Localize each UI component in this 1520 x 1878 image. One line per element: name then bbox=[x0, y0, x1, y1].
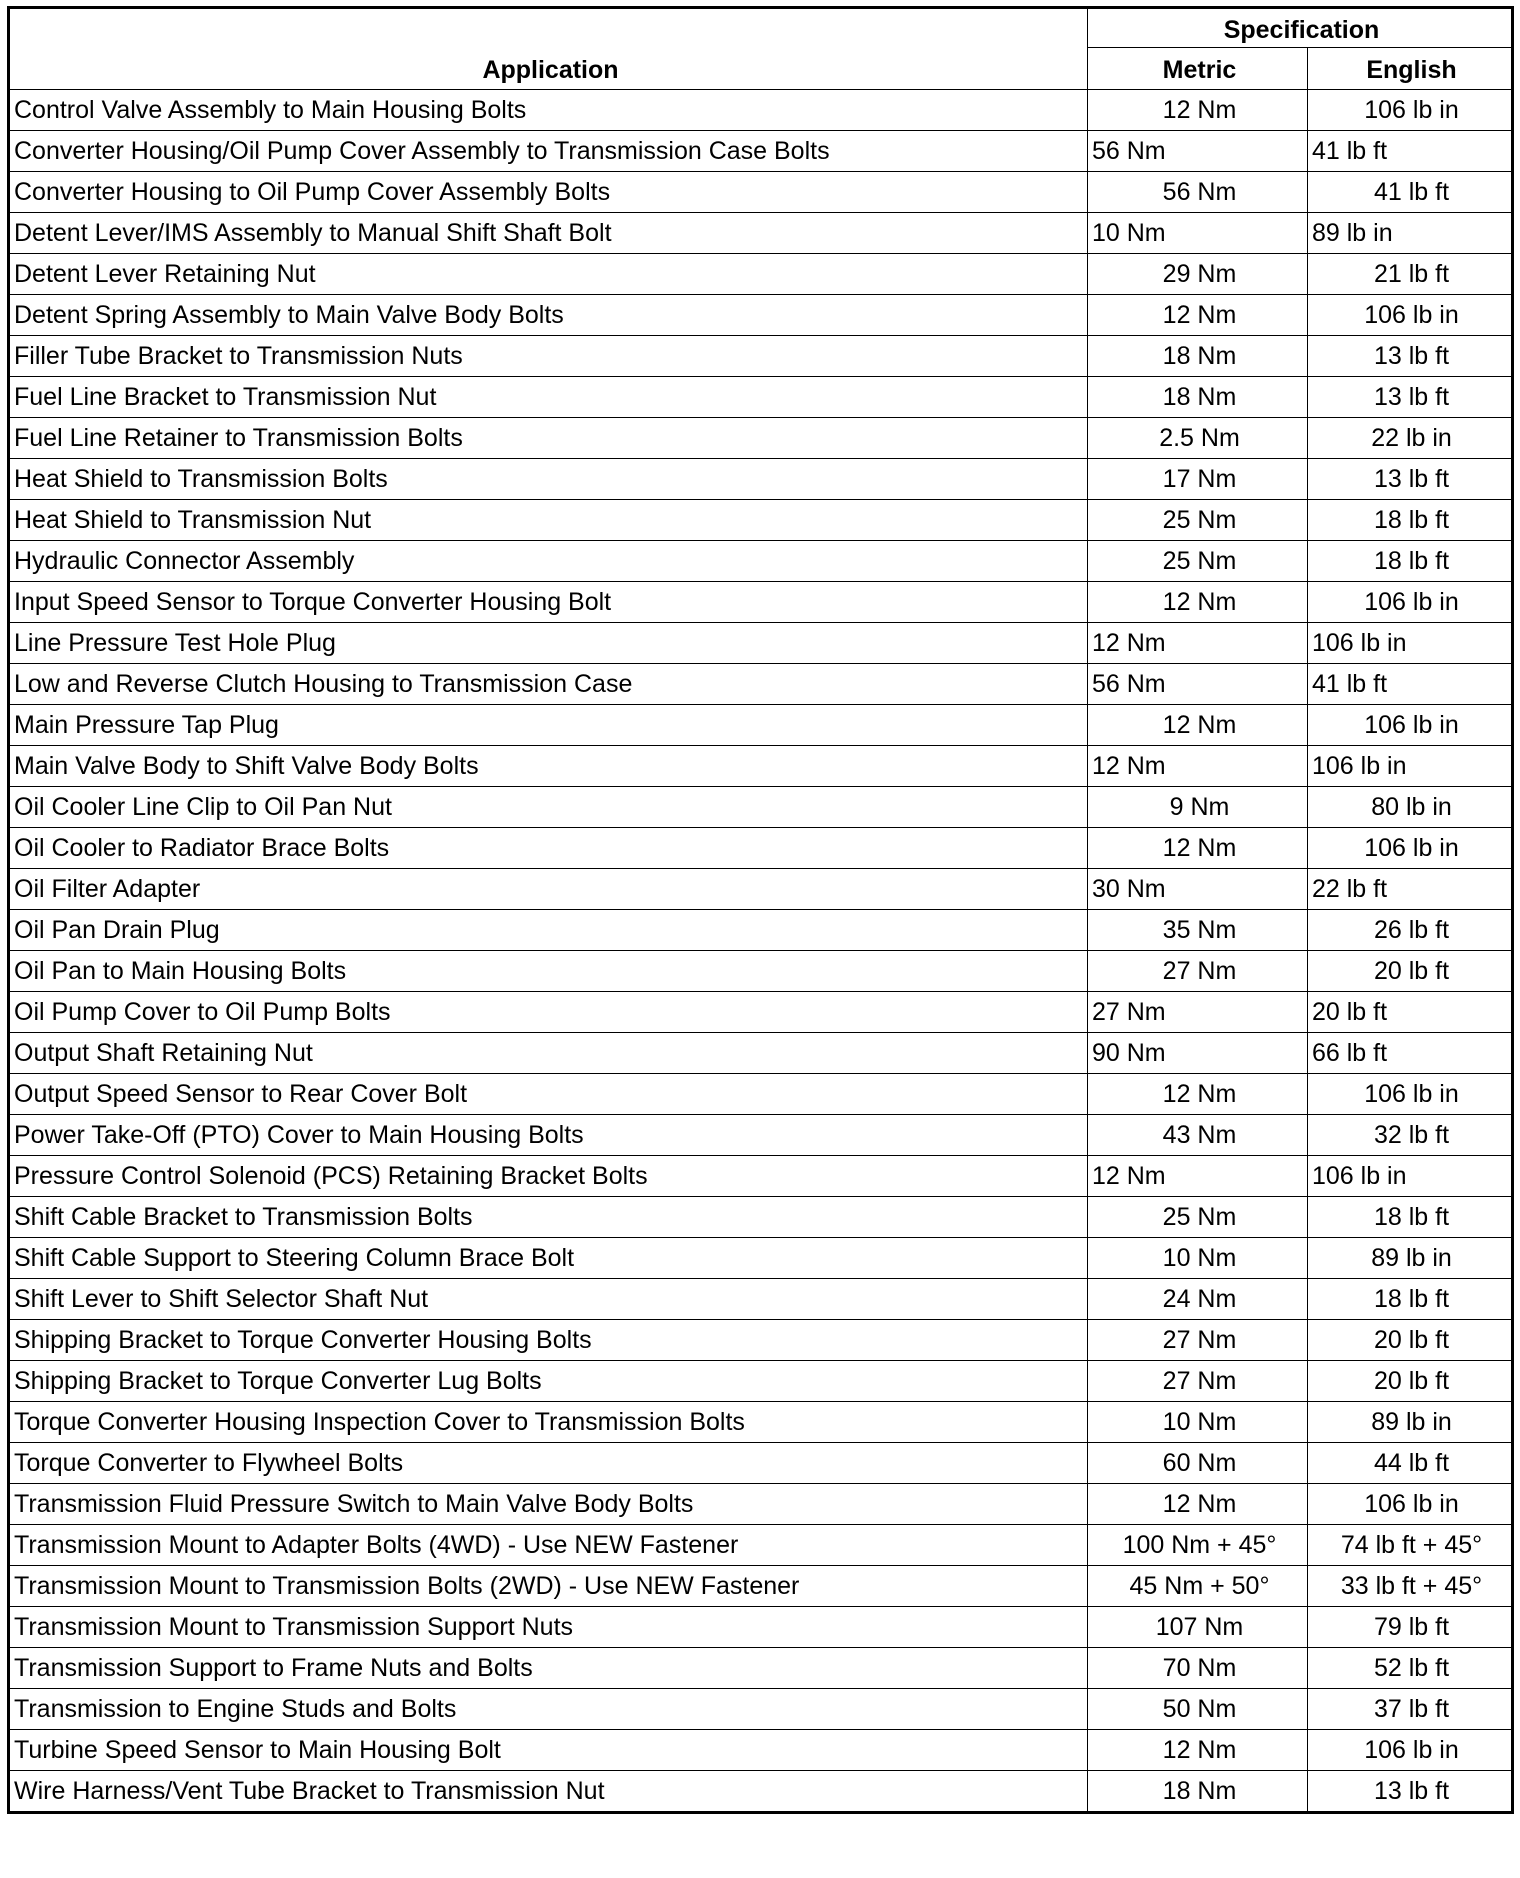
metric-cell: 27 Nm bbox=[1088, 992, 1308, 1033]
metric-cell: 10 Nm bbox=[1088, 1402, 1308, 1443]
application-cell: Shift Lever to Shift Selector Shaft Nut bbox=[9, 1279, 1088, 1320]
application-cell: Detent Spring Assembly to Main Valve Body Bolts bbox=[9, 295, 1088, 336]
table-row bbox=[9, 131, 1513, 172]
table-row bbox=[9, 828, 1513, 869]
application-cell: Control Valve Assembly to Main Housing Bolts bbox=[9, 90, 1088, 131]
application-cell: Torque Converter to Flywheel Bolts bbox=[9, 1443, 1088, 1484]
table-row bbox=[9, 90, 1513, 131]
metric-cell: 12 Nm bbox=[1088, 623, 1308, 664]
metric-cell: 100 Nm + 45° bbox=[1088, 1525, 1308, 1566]
table-row bbox=[9, 500, 1513, 541]
application-cell: Pressure Control Solenoid (PCS) Retaining Bracket Bolts bbox=[9, 1156, 1088, 1197]
application-cell: Oil Pump Cover to Oil Pump Bolts bbox=[9, 992, 1088, 1033]
metric-cell: 29 Nm bbox=[1088, 254, 1308, 295]
application-cell: Oil Filter Adapter bbox=[9, 869, 1088, 910]
english-cell: 106 lb in bbox=[1308, 1156, 1513, 1197]
table-row bbox=[9, 1443, 1513, 1484]
table-row bbox=[9, 295, 1513, 336]
english-header: English bbox=[1308, 48, 1513, 90]
english-cell: 41 lb ft bbox=[1308, 131, 1513, 172]
table-row bbox=[9, 623, 1513, 664]
table-row bbox=[9, 459, 1513, 500]
application-cell: Transmission Fluid Pressure Switch to Main Valve Body Bolts bbox=[9, 1484, 1088, 1525]
table-row bbox=[9, 951, 1513, 992]
table-row bbox=[9, 1361, 1513, 1402]
english-cell: 33 lb ft + 45° bbox=[1308, 1566, 1513, 1607]
application-cell: Transmission Mount to Adapter Bolts (4WD) - Use NEW Fastener bbox=[9, 1525, 1088, 1566]
table-row bbox=[9, 664, 1513, 705]
table-body bbox=[9, 90, 1513, 1813]
metric-cell: 35 Nm bbox=[1088, 910, 1308, 951]
metric-cell: 18 Nm bbox=[1088, 377, 1308, 418]
application-cell: Oil Cooler to Radiator Brace Bolts bbox=[9, 828, 1088, 869]
english-cell: 20 lb ft bbox=[1308, 1320, 1513, 1361]
metric-cell: 45 Nm + 50° bbox=[1088, 1566, 1308, 1607]
english-cell: 106 lb in bbox=[1308, 295, 1513, 336]
metric-cell: 12 Nm bbox=[1088, 90, 1308, 131]
application-cell: Oil Pan Drain Plug bbox=[9, 910, 1088, 951]
metric-cell: 17 Nm bbox=[1088, 459, 1308, 500]
english-cell: 22 lb in bbox=[1308, 418, 1513, 459]
application-cell: Oil Cooler Line Clip to Oil Pan Nut bbox=[9, 787, 1088, 828]
english-cell: 79 lb ft bbox=[1308, 1607, 1513, 1648]
torque-spec-table bbox=[7, 6, 1514, 1814]
english-cell: 13 lb ft bbox=[1308, 377, 1513, 418]
table-row bbox=[9, 1771, 1513, 1813]
table-row bbox=[9, 1402, 1513, 1443]
table-row bbox=[9, 582, 1513, 623]
english-cell: 20 lb ft bbox=[1308, 951, 1513, 992]
table-row bbox=[9, 869, 1513, 910]
english-cell: 106 lb in bbox=[1308, 1730, 1513, 1771]
table-row bbox=[9, 254, 1513, 295]
application-cell: Shift Cable Bracket to Transmission Bolts bbox=[9, 1197, 1088, 1238]
table-row bbox=[9, 213, 1513, 254]
metric-cell: 9 Nm bbox=[1088, 787, 1308, 828]
application-cell: Shipping Bracket to Torque Converter Housing Bolts bbox=[9, 1320, 1088, 1361]
table-row bbox=[9, 1238, 1513, 1279]
metric-cell: 12 Nm bbox=[1088, 1484, 1308, 1525]
table-row bbox=[9, 1033, 1513, 1074]
metric-cell: 12 Nm bbox=[1088, 295, 1308, 336]
application-cell: Heat Shield to Transmission Bolts bbox=[9, 459, 1088, 500]
table-row bbox=[9, 172, 1513, 213]
application-cell: Detent Lever/IMS Assembly to Manual Shift Shaft Bolt bbox=[9, 213, 1088, 254]
application-cell: Oil Pan to Main Housing Bolts bbox=[9, 951, 1088, 992]
english-cell: 89 lb in bbox=[1308, 1402, 1513, 1443]
metric-cell: 43 Nm bbox=[1088, 1115, 1308, 1156]
english-cell: 44 lb ft bbox=[1308, 1443, 1513, 1484]
application-cell: Output Shaft Retaining Nut bbox=[9, 1033, 1088, 1074]
metric-cell: 25 Nm bbox=[1088, 500, 1308, 541]
english-cell: 37 lb ft bbox=[1308, 1689, 1513, 1730]
english-cell: 106 lb in bbox=[1308, 623, 1513, 664]
application-cell: Power Take-Off (PTO) Cover to Main Housing Bolts bbox=[9, 1115, 1088, 1156]
metric-cell: 27 Nm bbox=[1088, 951, 1308, 992]
table-row bbox=[9, 1607, 1513, 1648]
application-cell: Heat Shield to Transmission Nut bbox=[9, 500, 1088, 541]
metric-cell: 12 Nm bbox=[1088, 1074, 1308, 1115]
table-row bbox=[9, 910, 1513, 951]
english-cell: 13 lb ft bbox=[1308, 459, 1513, 500]
english-cell: 41 lb ft bbox=[1308, 172, 1513, 213]
english-cell: 18 lb ft bbox=[1308, 1279, 1513, 1320]
table-row bbox=[9, 1197, 1513, 1238]
table-row bbox=[9, 1156, 1513, 1197]
table-row bbox=[9, 787, 1513, 828]
metric-cell: 24 Nm bbox=[1088, 1279, 1308, 1320]
application-cell: Torque Converter Housing Inspection Cover to Transmission Bolts bbox=[9, 1402, 1088, 1443]
english-cell: 18 lb ft bbox=[1308, 1197, 1513, 1238]
table-row bbox=[9, 705, 1513, 746]
table-row bbox=[9, 1320, 1513, 1361]
metric-cell: 18 Nm bbox=[1088, 1771, 1308, 1813]
table-header bbox=[9, 8, 1513, 90]
english-cell: 89 lb in bbox=[1308, 213, 1513, 254]
table-row bbox=[9, 1730, 1513, 1771]
english-cell: 106 lb in bbox=[1308, 90, 1513, 131]
metric-header: Metric bbox=[1088, 48, 1308, 90]
metric-cell: 12 Nm bbox=[1088, 705, 1308, 746]
application-cell: Transmission Support to Frame Nuts and Bolts bbox=[9, 1648, 1088, 1689]
metric-cell: 10 Nm bbox=[1088, 1238, 1308, 1279]
application-cell: Hydraulic Connector Assembly bbox=[9, 541, 1088, 582]
metric-cell: 18 Nm bbox=[1088, 336, 1308, 377]
application-cell: Shift Cable Support to Steering Column Brace Bolt bbox=[9, 1238, 1088, 1279]
table-row bbox=[9, 1115, 1513, 1156]
english-cell: 66 lb ft bbox=[1308, 1033, 1513, 1074]
english-cell: 106 lb in bbox=[1308, 705, 1513, 746]
table-row bbox=[9, 336, 1513, 377]
table-row bbox=[9, 418, 1513, 459]
table-row bbox=[9, 1689, 1513, 1730]
metric-cell: 12 Nm bbox=[1088, 828, 1308, 869]
metric-cell: 27 Nm bbox=[1088, 1320, 1308, 1361]
application-cell: Transmission to Engine Studs and Bolts bbox=[9, 1689, 1088, 1730]
application-cell: Low and Reverse Clutch Housing to Transmission Case bbox=[9, 664, 1088, 705]
application-cell: Main Pressure Tap Plug bbox=[9, 705, 1088, 746]
english-cell: 21 lb ft bbox=[1308, 254, 1513, 295]
application-cell: Converter Housing/Oil Pump Cover Assembly to Transmission Case Bolts bbox=[9, 131, 1088, 172]
english-cell: 80 lb in bbox=[1308, 787, 1513, 828]
table-row bbox=[9, 1648, 1513, 1689]
application-cell: Wire Harness/Vent Tube Bracket to Transmission Nut bbox=[9, 1771, 1088, 1813]
english-cell: 26 lb ft bbox=[1308, 910, 1513, 951]
metric-cell: 56 Nm bbox=[1088, 664, 1308, 705]
metric-cell: 12 Nm bbox=[1088, 1730, 1308, 1771]
table-row bbox=[9, 1279, 1513, 1320]
metric-cell: 25 Nm bbox=[1088, 1197, 1308, 1238]
table-row bbox=[9, 746, 1513, 787]
application-cell: Main Valve Body to Shift Valve Body Bolts bbox=[9, 746, 1088, 787]
application-cell: Detent Lever Retaining Nut bbox=[9, 254, 1088, 295]
table-row bbox=[9, 541, 1513, 582]
application-cell: Shipping Bracket to Torque Converter Lug Bolts bbox=[9, 1361, 1088, 1402]
metric-cell: 90 Nm bbox=[1088, 1033, 1308, 1074]
english-cell: 74 lb ft + 45° bbox=[1308, 1525, 1513, 1566]
metric-cell: 56 Nm bbox=[1088, 172, 1308, 213]
english-cell: 22 lb ft bbox=[1308, 869, 1513, 910]
table-row bbox=[9, 377, 1513, 418]
english-cell: 89 lb in bbox=[1308, 1238, 1513, 1279]
metric-cell: 27 Nm bbox=[1088, 1361, 1308, 1402]
application-cell: Turbine Speed Sensor to Main Housing Bolt bbox=[9, 1730, 1088, 1771]
english-cell: 20 lb ft bbox=[1308, 1361, 1513, 1402]
metric-cell: 50 Nm bbox=[1088, 1689, 1308, 1730]
application-cell: Input Speed Sensor to Torque Converter Housing Bolt bbox=[9, 582, 1088, 623]
application-cell: Output Speed Sensor to Rear Cover Bolt bbox=[9, 1074, 1088, 1115]
application-cell: Fuel Line Retainer to Transmission Bolts bbox=[9, 418, 1088, 459]
english-cell: 106 lb in bbox=[1308, 582, 1513, 623]
table-row bbox=[9, 1484, 1513, 1525]
table-row bbox=[9, 992, 1513, 1033]
metric-cell: 56 Nm bbox=[1088, 131, 1308, 172]
english-cell: 13 lb ft bbox=[1308, 336, 1513, 377]
application-header: Application bbox=[9, 8, 1088, 90]
metric-cell: 10 Nm bbox=[1088, 213, 1308, 254]
header-row-top bbox=[9, 8, 1513, 48]
application-cell: Fuel Line Bracket to Transmission Nut bbox=[9, 377, 1088, 418]
application-cell: Line Pressure Test Hole Plug bbox=[9, 623, 1088, 664]
english-cell: 18 lb ft bbox=[1308, 541, 1513, 582]
metric-cell: 107 Nm bbox=[1088, 1607, 1308, 1648]
english-cell: 106 lb in bbox=[1308, 746, 1513, 787]
application-cell: Filler Tube Bracket to Transmission Nuts bbox=[9, 336, 1088, 377]
application-cell: Converter Housing to Oil Pump Cover Assembly Bolts bbox=[9, 172, 1088, 213]
metric-cell: 30 Nm bbox=[1088, 869, 1308, 910]
table-row bbox=[9, 1074, 1513, 1115]
metric-cell: 60 Nm bbox=[1088, 1443, 1308, 1484]
english-cell: 18 lb ft bbox=[1308, 500, 1513, 541]
table-row bbox=[9, 1525, 1513, 1566]
metric-cell: 2.5 Nm bbox=[1088, 418, 1308, 459]
application-cell: Transmission Mount to Transmission Support Nuts bbox=[9, 1607, 1088, 1648]
english-cell: 13 lb ft bbox=[1308, 1771, 1513, 1813]
metric-cell: 12 Nm bbox=[1088, 1156, 1308, 1197]
metric-cell: 70 Nm bbox=[1088, 1648, 1308, 1689]
english-cell: 41 lb ft bbox=[1308, 664, 1513, 705]
specification-header: Specification bbox=[1088, 8, 1513, 48]
english-cell: 106 lb in bbox=[1308, 1074, 1513, 1115]
metric-cell: 25 Nm bbox=[1088, 541, 1308, 582]
english-cell: 32 lb ft bbox=[1308, 1115, 1513, 1156]
english-cell: 106 lb in bbox=[1308, 828, 1513, 869]
application-cell: Transmission Mount to Transmission Bolts (2WD) - Use NEW Fastener bbox=[9, 1566, 1088, 1607]
english-cell: 20 lb ft bbox=[1308, 992, 1513, 1033]
metric-cell: 12 Nm bbox=[1088, 582, 1308, 623]
english-cell: 52 lb ft bbox=[1308, 1648, 1513, 1689]
table-row bbox=[9, 1566, 1513, 1607]
english-cell: 106 lb in bbox=[1308, 1484, 1513, 1525]
metric-cell: 12 Nm bbox=[1088, 746, 1308, 787]
